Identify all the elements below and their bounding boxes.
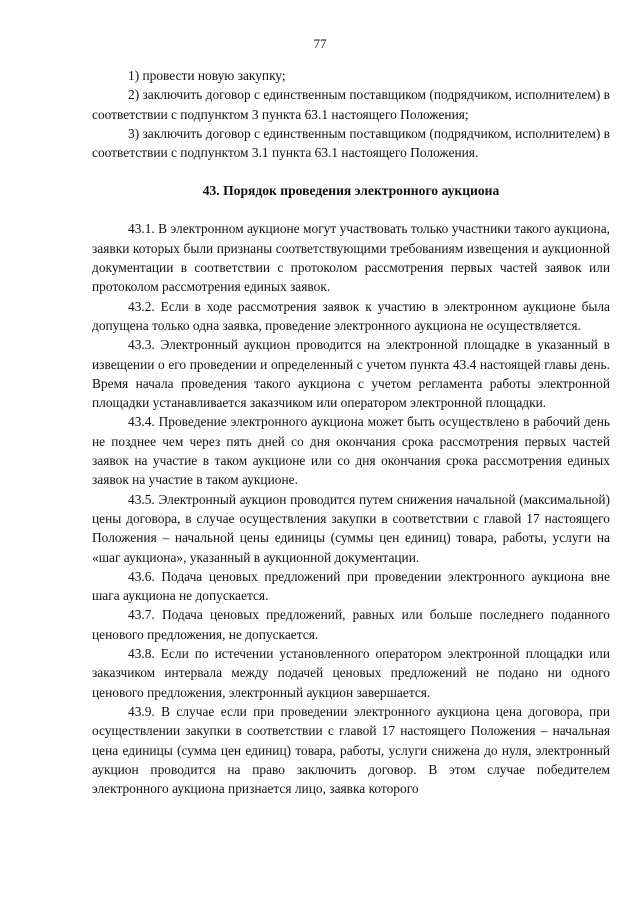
paragraph-43-7: 43.7. Подача ценовых предложений, равных или больше последнего поданного ценового предложения, не допускается. [92, 607, 610, 642]
page-content [92, 66, 610, 798]
paragraph-43-6: 43.6. Подача ценовых предложений при проведении электронного аукциона вне шага аукциона не допускается. [92, 568, 610, 604]
list-item-2: 2) заключить договор с единственным поставщиком (подрядчиком, исполнителем) в соответствии с подпунктом 3 пункта 63.1 настоящего Положения; [92, 87, 610, 122]
section-heading: 43. Порядок проведения электронного аукциона [202, 183, 500, 199]
paragraph-43-2: 43.2. Если в ходе рассмотрения заявок к участию в электронном аукционе была допущена только одна заявка, проведение электронного аукциона не осуществляется. [92, 298, 610, 333]
paragraph-43-8: 43.8. Если по истечении установленного оператором электронной площадки или заказчиком интервала между подачей ценовых предложений не подано ни одного ценового предложения, электронный аукцион завершается. [92, 646, 610, 700]
paragraph-43-9: 43.9. В случае если при проведении электронного аукциона цена договора, при осуществлении закупки в соответствии с главой 17 настоящего Положения – начальная цена единицы (сумма цен единиц) товара, работы, услуги снижена до нуля, электронный аукцион проводится на право заключить договор. В этом случае победителем электронного аукциона признается лицо, заявка которого [92, 703, 610, 797]
paragraph-43-1: 43.1. В электронном аукционе могут участвовать только участники такого аукциона, заявки которых были признаны соответствующими требованиям извещения и аукционной документации в соответствии с протоколом рассмотрения первых частей заявок или протоколом рассмотрения единых заявок. [92, 221, 610, 295]
paragraph-43-3: 43.3. Электронный аукцион проводится на электронной площадке в указанный в извещении о его проведении и определенный с учетом пункта 43.4 настоящей главы день. Время начала проведения такого аукциона с учетом регламента работы электронной площадки устанавливается заказчиком или оператором электронной площадки. [92, 337, 610, 411]
paragraph-43-4: 43.4. Проведение электронного аукциона может быть осуществлено в рабочий день не позднее чем через пять дней со дня окончания срока рассмотрения первых частей заявок на участие в таком аукционе или со дня окончания срока рассмотрения единых заявок на участие в таком аукционе. [92, 414, 610, 488]
page-number: 77 [313, 36, 327, 51]
paragraph-43-5: 43.5. Электронный аукцион проводится путем снижения начальной (максимальной) цены договора, в случае осуществления закупки в соответствии с главой 17 настоящего Положения – начальной цены единицы (суммы цен единиц) товара, работы, услуги на «шаг аукциона», указанный в аукционной документации. [92, 491, 610, 565]
list-item-1: 1) провести новую закупку; [128, 68, 286, 83]
list-item-3: 3) заключить договор с единственным поставщиком (подрядчиком, исполнителем) в соответствии с подпунктом 3.1 пункта 63.1 настоящего Положения. [92, 125, 610, 161]
